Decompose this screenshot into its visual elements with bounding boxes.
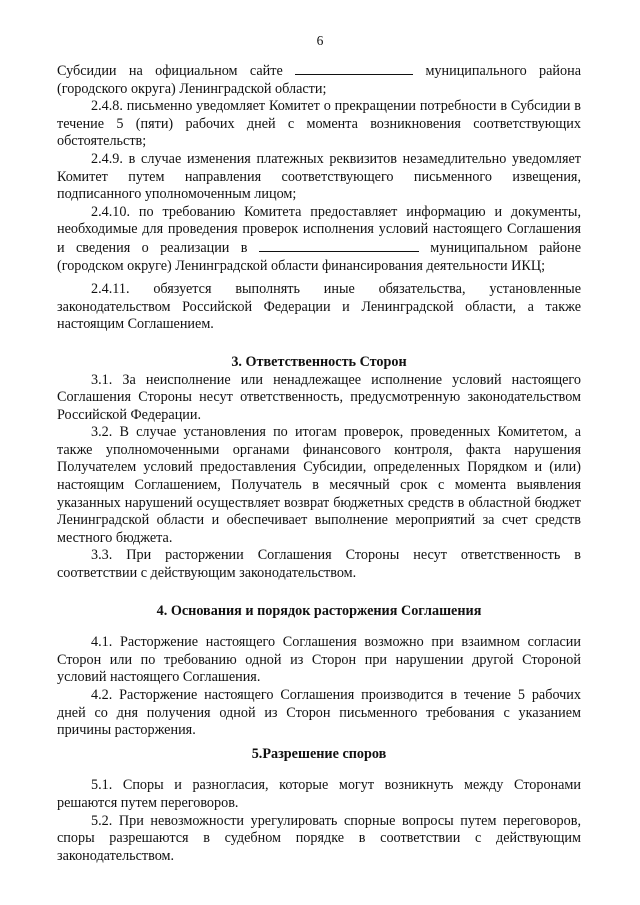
section-5-heading: 5.Разрешение споров <box>251 745 387 762</box>
paragraph-subsidy-site <box>57 62 581 98</box>
paragraph-3-1: 3.1. За неисполнение или ненадлежащее исполнение условий настоящего Соглашения Стороны несут ответственность, предусмотренную законодательством Российской Федерации. <box>57 371 581 423</box>
paragraph-4-1: 4.1. Расторжение настоящего Соглашения возможно при взаимном согласии Сторон или по требованию одной из Сторон при нарушении другой Стороной условий настоящего Соглашения. <box>57 634 581 686</box>
paragraph-5-1: 5.1. Споры и разногласия, которые могут возникнуть между Сторонами решаются путем переговоров. <box>57 777 581 811</box>
paragraph-5-2: 5.2. При невозможности урегулировать спорные вопросы путем переговоров, споры разрешаются в судебном порядке в соответствии с действующим законодательством. <box>57 812 581 864</box>
section-4-heading: 4. Основания и порядок расторжения Соглашения <box>156 602 482 619</box>
section-3-heading: 3. Ответственность Сторон <box>231 353 407 370</box>
paragraph-3-3: 3.3. При расторжении Соглашения Стороны несут ответственность в соответствии с действующим законодательством. <box>57 547 581 582</box>
paragraph-2-4-8: 2.4.8. письменно уведомляет Комитет о прекращении потребности в Субсидии в течение 5 (пяти) рабочих дней с момента возникновения соответствующих обстоятельств; <box>57 98 581 150</box>
paragraph-4-2: 4.2. Расторжение настоящего Соглашения производится в течение 5 рабочих дней со дня получения одной из Сторон письменного требования с указанием причины расторжения. <box>57 687 581 739</box>
document-body <box>57 62 581 865</box>
page-number: 6 <box>316 33 324 48</box>
blank-district-field <box>259 239 419 252</box>
paragraph-subsidy-site-text-b: муниципального района (городского округа) Ленинградской области; <box>57 63 581 97</box>
paragraph-2-4-10 <box>57 204 581 275</box>
paragraph-2-4-11: 2.4.11. обязуется выполнять иные обязательства, установленные законодательством Российской Федерации и Ленинградской области, а также настоящим Соглашением. <box>57 281 581 333</box>
paragraph-2-4-9: 2.4.9. в случае изменения платежных реквизитов незамедлительно уведомляет Комитет путем направления соответствующего письменного извещения, подписанного уполномоченным лицом; <box>57 150 581 203</box>
paragraph-2-4-10-text-b: муниципальном районе (городском округе) Ленинградской области финансирования деятельности ИКЦ; <box>57 239 582 274</box>
paragraph-3-2: 3.2. В случае установления по итогам проверок, проведенных Комитетом, а также уполномоченными органами финансового контроля, факта нарушения Получателем условий предоставления Субсидии, определенных Порядком и (или) настоящим Соглашением, Получатель в месячный срок с момента выявления указанных нарушений осуществляет возврат бюджетных средств в областной бюджет Ленинградской области и обеспечивает выполнение мероприятий за счет средств местного бюджета. <box>57 424 581 546</box>
paragraph-2-4-10-text-a: 2.4.10. по требованию Комитета предоставляет информацию и документы, необходимые для проведения проверок исполнения условий настоящего Соглашения и сведения о реализации в <box>57 203 581 256</box>
blank-site-field <box>295 62 413 75</box>
paragraph-subsidy-site-text-a: Субсидии на официальном сайте <box>57 63 283 79</box>
